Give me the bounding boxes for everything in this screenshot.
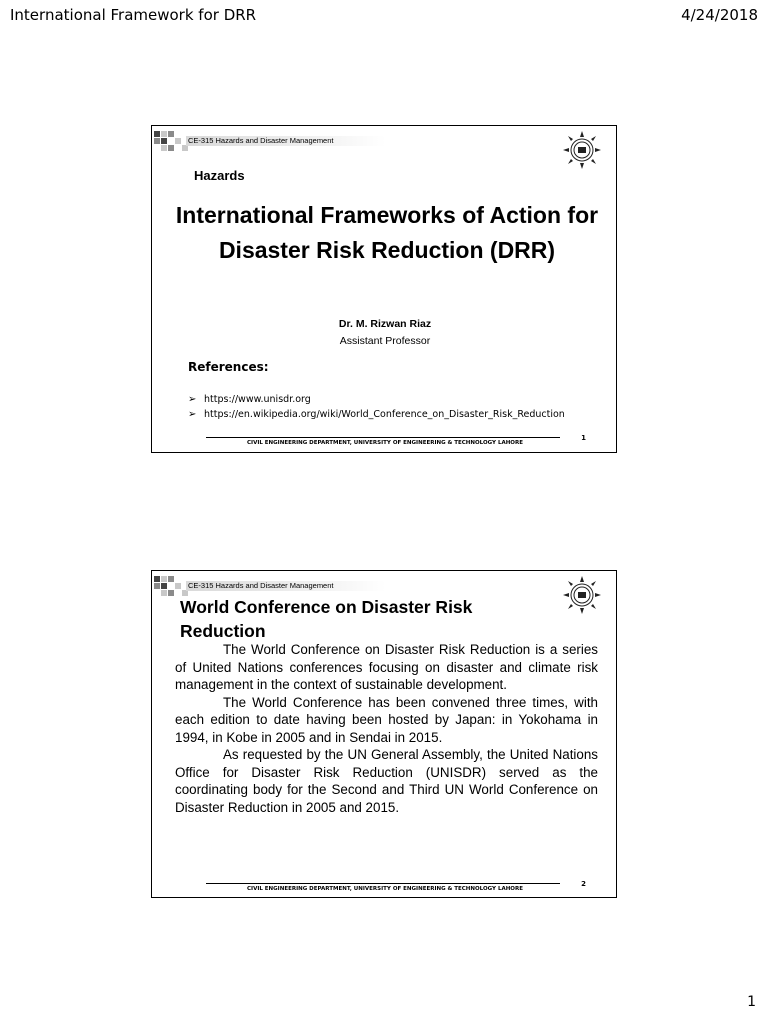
slide-1 <box>151 125 617 453</box>
body-paragraph: The World Conference has been convened three times, with each edition to date having been hosted by Japan: in Yokohama in 1994, in Kobe in 2005 and in Sendai in 2015. <box>175 694 598 745</box>
footer-divider <box>206 883 560 884</box>
body-paragraph: The World Conference on Disaster Risk Reduction is a series of United Nations conferences focusing on disaster and climate risk management in the context of sustainable development. <box>175 642 598 692</box>
slide-heading: World Conference on Disaster Risk Reduction <box>180 597 473 641</box>
slide-title: International Frameworks of Action for Disaster Risk Reduction (DRR) <box>175 202 599 263</box>
reference-link[interactable]: ➢ https://www.unisdr.org <box>188 392 598 407</box>
references-heading: References: <box>188 360 269 374</box>
body-paragraph: As requested by the UN General Assembly, the United Nations Office for Disaster Risk Reduction (UNISDR) served as the coordinating body for the Second and Third UN World Conference on Disaster Reduction in 2005 and 2015. <box>175 747 598 815</box>
university-emblem-icon <box>562 575 602 615</box>
reference-link[interactable]: ➢ https://en.wikipedia.org/wiki/World_Conference_on_Disaster_Risk_Reduction <box>188 407 598 422</box>
slide-number: 1 <box>581 434 586 442</box>
slide-number: 2 <box>581 880 586 888</box>
course-banner <box>152 574 552 596</box>
document-date: 4/24/2018 <box>681 6 758 24</box>
course-banner <box>152 129 552 151</box>
course-label: CE-315 Hazards and Disaster Management <box>188 136 334 145</box>
slide-subtitle: Hazards <box>194 168 245 183</box>
author-name: Dr. M. Rizwan Riaz <box>338 318 432 330</box>
course-label: CE-315 Hazards and Disaster Management <box>188 581 334 590</box>
university-emblem-icon <box>562 130 602 170</box>
slide-2 <box>151 570 617 898</box>
page-header <box>0 0 768 30</box>
page-number: 1 <box>747 994 756 1010</box>
references-list <box>188 392 598 422</box>
author-role: Assistant Professor <box>339 335 431 347</box>
document-title: International Framework for DRR <box>10 6 257 24</box>
slide-footer: CIVIL ENGINEERING DEPARTMENT, UNIVERSITY OF ENGINEERING & TECHNOLOGY LAHORE <box>247 886 523 892</box>
slide-body <box>175 641 598 816</box>
slide-footer: CIVIL ENGINEERING DEPARTMENT, UNIVERSITY OF ENGINEERING & TECHNOLOGY LAHORE <box>247 440 523 446</box>
footer-divider <box>206 437 560 438</box>
